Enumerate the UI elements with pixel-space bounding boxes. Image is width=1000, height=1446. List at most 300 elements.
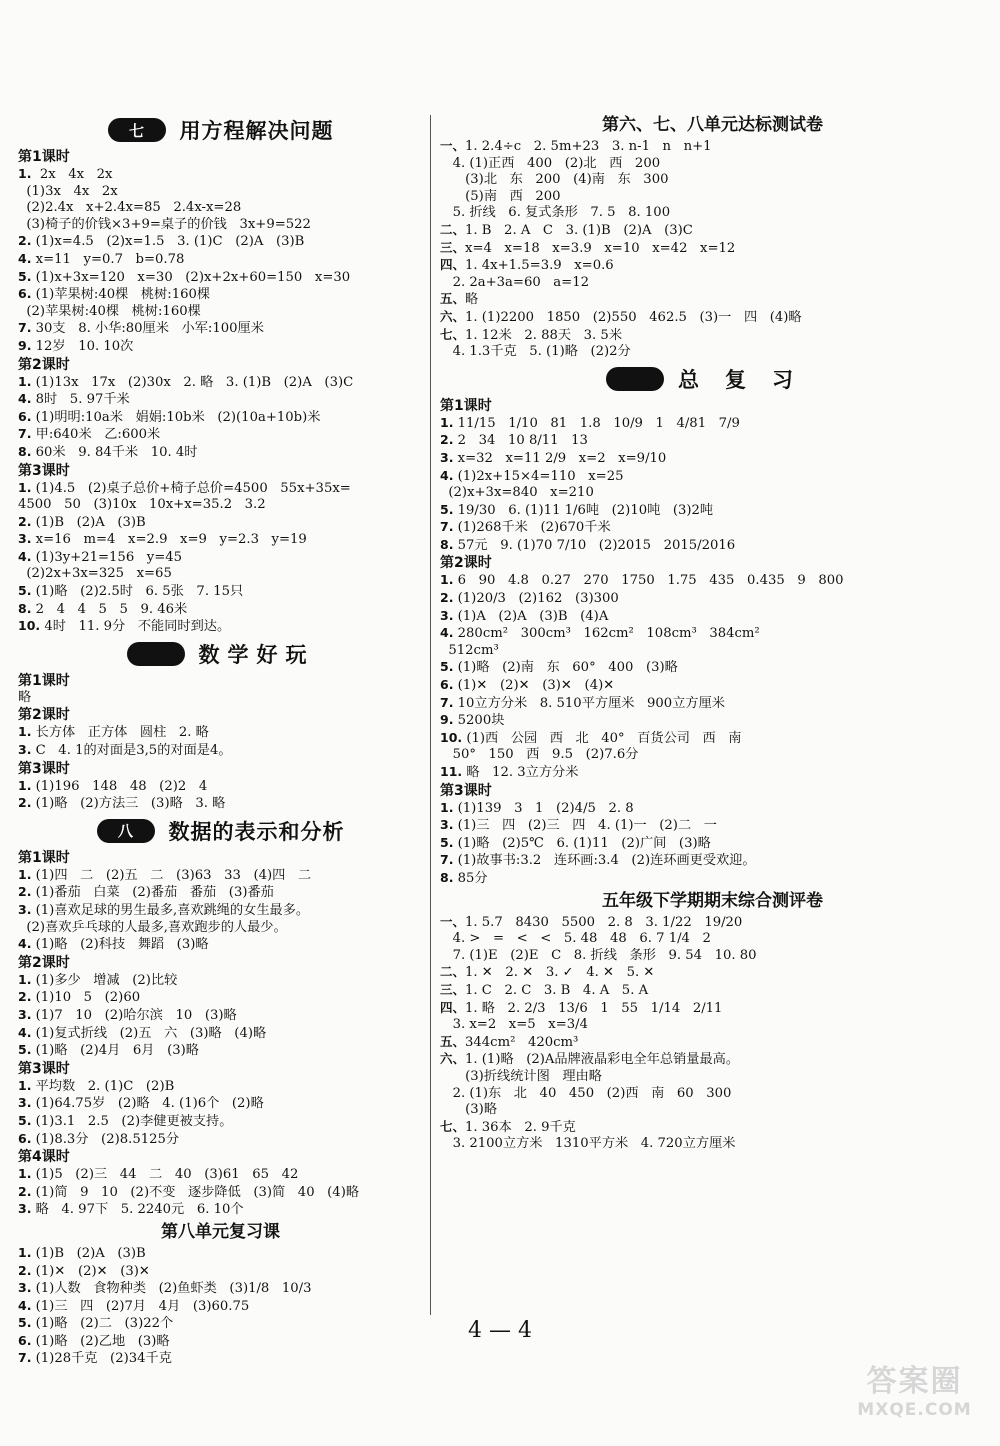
answer-text: (5)南 西 200	[440, 188, 561, 204]
answer-line	[18, 989, 423, 1007]
answer-line	[18, 200, 423, 217]
answer-text: (1)简 9 10 (2)不变 逐步降低 (3)简 40 (4)略	[31, 1184, 360, 1200]
answer-text: (3)北 东 200 (4)南 东 300	[440, 172, 669, 188]
question-number: 6.	[18, 286, 32, 302]
watermark-line2: MXQE.COM	[857, 1400, 972, 1420]
answer-text: 7. (1)E (2)E C 8. 折线 条形 9. 54 10. 80	[440, 947, 757, 963]
answer-text: (1)10 5 (2)60	[31, 990, 141, 1006]
answer-line	[18, 1095, 423, 1113]
question-number: 1.	[18, 724, 32, 740]
answer-text: (1)8.3分 (2)8.5125分	[31, 1131, 180, 1147]
answer-line	[440, 138, 985, 156]
answer-text: (3)略	[440, 1102, 498, 1118]
answer-text: 8时 5. 97千米	[31, 392, 130, 408]
answer-line	[18, 391, 423, 409]
answer-text: 1. B 2. A C 3. (1)B (2)A (3)C	[465, 222, 693, 238]
answer-line	[440, 222, 985, 240]
answer-line	[440, 730, 985, 748]
answer-text: (1)20/3 (2)162 (3)300	[453, 591, 619, 607]
answer-text: 1. (1)2200 1850 (2)550 462.5 (3)一 四 (4)略	[465, 309, 802, 325]
answer-text: 344cm² 420cm³	[465, 1034, 579, 1050]
answer-line	[18, 1201, 423, 1219]
question-number: 1.	[440, 572, 454, 588]
question-number: 5.	[18, 1112, 32, 1128]
answer-text: (1)西 公园 西 北 40° 百货公司 西 南	[462, 730, 742, 746]
answer-line	[440, 914, 985, 932]
question-number: 六、	[440, 308, 466, 324]
answer-text: x=11 y=0.7 b=0.78	[31, 251, 185, 267]
answer-line	[18, 184, 423, 201]
answer-line	[18, 338, 423, 356]
answer-line	[18, 426, 423, 444]
answer-text: 1. 36本 2. 9千克	[465, 1119, 576, 1135]
question-number: 3.	[18, 742, 32, 758]
answer-text: 1. ✕ 2. ✕ 3. ✓ 4. ✕ 5. ✕	[465, 965, 655, 981]
lesson-heading: 第1课时	[18, 149, 70, 165]
answer-text: (1)略 (2)方法三 (3)略 3. 略	[31, 796, 226, 812]
answer-text: (1)人数 食物种类 (2)鱼虾类 (3)1/8 10/3	[31, 1281, 312, 1297]
column-divider	[430, 115, 431, 1315]
answer-line	[440, 1102, 985, 1119]
question-number: 3.	[18, 531, 32, 547]
answer-line	[440, 964, 985, 982]
answer-text: 1. 2.4÷c 2. 5m+23 3. n-1 n n+1	[465, 139, 712, 154]
answer-text: 57元 9. (1)70 7/10 (2)2015 2015/2016	[453, 537, 736, 553]
question-number: 2.	[18, 1262, 32, 1278]
answer-line	[440, 189, 985, 206]
answer-text: 3. 2100立方米 1310平方米 4. 720立方厘米	[440, 1136, 736, 1152]
question-number: 1.	[18, 971, 32, 987]
answer-line	[18, 1078, 423, 1096]
answer-line	[440, 695, 985, 713]
answer-line	[440, 590, 985, 608]
answer-line	[18, 1298, 423, 1316]
answer-line	[440, 172, 985, 189]
question-number: 3.	[18, 1095, 32, 1111]
question-number: 4.	[18, 936, 32, 952]
question-number: 3.	[18, 1280, 32, 1296]
question-number: 3.	[18, 1006, 32, 1022]
question-number: 8.	[440, 536, 454, 552]
answer-line	[18, 514, 423, 532]
answer-text: 280cm² 300cm³ 162cm² 108cm³ 384cm²	[453, 626, 760, 642]
question-number: 2.	[18, 795, 32, 811]
question-number: 10.	[440, 729, 463, 745]
answer-text: 10立方分米 8. 510平方厘米 900立方厘米	[453, 695, 725, 711]
question-number: 二、	[440, 221, 466, 237]
answer-line	[18, 724, 423, 742]
question-number: 7.	[18, 426, 32, 442]
question-number: 四、	[440, 999, 466, 1015]
answer-line	[440, 1051, 985, 1069]
answer-text: (1)苹果树:40棵 桃树:160棵	[31, 287, 211, 303]
question-number: 2.	[440, 590, 454, 606]
answer-line	[440, 468, 985, 486]
answer-line	[18, 902, 423, 920]
answer-text: (1)28千克 (2)34千克	[31, 1351, 172, 1367]
answer-line	[440, 817, 985, 835]
section-title-text: 用方程解决问题	[179, 119, 334, 143]
answer-line	[440, 1034, 985, 1052]
answer-line	[18, 1042, 423, 1060]
right-column	[440, 112, 985, 1153]
answer-line	[440, 502, 985, 520]
answer-text: 1. 4x+1.5=3.9 x=0.6	[465, 258, 614, 274]
watermark-line1: 答案圈	[866, 1364, 963, 1399]
answer-line	[18, 217, 423, 234]
answer-text: x=16 m=4 x=2.9 x=9 y=2.3 y=19	[31, 532, 307, 548]
question-number: 5.	[18, 1042, 32, 1058]
section-title-text: 数学好玩	[198, 642, 315, 667]
question-number: 七、	[440, 1118, 466, 1134]
question-number: 三、	[440, 239, 466, 255]
question-number: 2.	[440, 432, 454, 448]
answer-line	[440, 344, 985, 361]
question-number: 四、	[440, 257, 466, 273]
lesson-heading: 第2课时	[18, 707, 70, 724]
answer-line	[18, 1007, 423, 1025]
section-badge	[606, 367, 664, 391]
question-number: 七、	[440, 326, 466, 342]
answer-text: 4500 50 (3)10x 10x+x=35.2 3.2	[18, 497, 266, 513]
answer-line	[18, 286, 423, 304]
question-number: 9.	[18, 337, 32, 353]
answer-text: (1)64.75岁 (2)略 4. (1)6个 (2)略	[31, 1096, 264, 1112]
answer-line	[18, 251, 423, 269]
answer-text: 85分	[453, 870, 488, 886]
section-title-text: 总复习	[678, 367, 819, 392]
answer-line	[440, 835, 985, 853]
answer-line	[440, 309, 985, 327]
question-number: 7.	[440, 694, 454, 710]
answer-text: (1)x=4.5 (2)x=1.5 3. (1)C (2)A (3)B	[31, 234, 305, 250]
answer-line	[18, 444, 423, 462]
answer-text: (1)139 3 1 (2)4/5 2. 8	[453, 800, 634, 816]
question-number: 10.	[18, 618, 41, 634]
answer-line	[440, 1136, 985, 1153]
answer-text: (1)略 (2)乙地 (3)略	[31, 1333, 170, 1349]
answer-text: (1)268千米 (2)670千米	[453, 520, 611, 536]
answer-line	[440, 1086, 985, 1103]
question-number: 8.	[18, 600, 32, 616]
test-heading: 第六、七、八单元达标测试卷	[602, 115, 823, 135]
section-title	[18, 814, 423, 848]
answer-line	[440, 415, 985, 433]
question-number: 4.	[440, 625, 454, 641]
answer-text: 2 4 4 5 5 9. 46米	[31, 601, 188, 617]
answer-text: (1)略 (2)科技 舞蹈 (3)略	[31, 937, 209, 953]
answer-text: 19/30 6. (1)11 1/6吨 (2)10吨 (3)2吨	[453, 502, 714, 518]
answer-line	[18, 618, 423, 636]
answer-line	[18, 531, 423, 549]
question-number: 5.	[440, 501, 454, 517]
lesson-heading: 第1课时	[18, 672, 70, 689]
question-number: 6.	[18, 1130, 32, 1146]
answer-text: 2 34 10 8/11 13	[453, 433, 588, 449]
answer-text: 平均数 2. (1)C (2)B	[31, 1078, 175, 1094]
answer-text: x=32 x=11 2/9 x=2 x=9/10	[453, 450, 667, 466]
question-number: 8.	[18, 443, 32, 459]
question-number: 7.	[18, 1350, 32, 1366]
answer-text: (2)苹果树:40棵 桃树:160棵	[18, 303, 201, 319]
answer-text: (3)折线统计图 理由略	[440, 1068, 602, 1084]
answer-text: 6 90 4.8 0.27 270 1750 1.75 435 0.435 9 800	[453, 573, 844, 589]
answer-text: 12岁 10. 10次	[31, 338, 134, 354]
question-number: 1.	[18, 866, 32, 882]
answer-text: (2)2x+3x=325 x=65	[18, 566, 172, 582]
answer-line	[18, 1263, 423, 1281]
answer-line	[440, 572, 985, 590]
answer-line	[440, 257, 985, 275]
question-number: 11.	[440, 764, 463, 779]
answer-text: 4. 1.3千克 5. (1)略 (2)2分	[440, 344, 631, 360]
answer-text: 甲:640米 乙:600米	[31, 427, 161, 443]
answer-line	[18, 1025, 423, 1043]
answer-text: (1)4.5 (2)桌子总价+椅子总价=4500 55x+35x=	[31, 480, 351, 496]
lesson-heading: 第2课时	[18, 954, 70, 971]
question-number: 1.	[18, 166, 32, 181]
question-number: 1.	[440, 414, 454, 430]
answer-line	[440, 1000, 985, 1018]
answer-text: 长方体 正方体 圆柱 2. 略	[31, 725, 209, 741]
answer-line	[440, 677, 985, 695]
question-number: 2.	[18, 513, 32, 529]
question-number: 7.	[440, 519, 454, 535]
answer-line	[440, 291, 985, 309]
answer-line	[18, 549, 423, 567]
answer-text: 略 12. 3立方分米	[462, 765, 579, 780]
lesson-heading: 第2课时	[440, 555, 492, 572]
question-number: 5.	[440, 659, 454, 675]
answer-text: (1)✕ (2)✕ (3)✕ (4)✕	[453, 678, 615, 694]
lesson-heading: 第1课时	[440, 397, 492, 414]
answer-text: (1)喜欢足球的男生最多,喜欢跳绳的女生最多。	[31, 903, 310, 918]
answer-line	[440, 643, 985, 660]
answer-line	[18, 884, 423, 902]
answer-line	[440, 870, 985, 888]
answer-line	[18, 1280, 423, 1298]
answer-line	[18, 304, 423, 321]
answer-text: 60米 9. 84千米 10. 4时	[31, 444, 198, 460]
answer-text: (1)13x 17x (2)30x 2. 略 3. (1)B (2)A (3)C	[31, 374, 354, 390]
answer-line	[440, 275, 985, 292]
question-number: 6.	[18, 408, 32, 424]
question-number: 3.	[440, 449, 454, 465]
question-number: 4.	[440, 467, 454, 483]
answer-text: 4. (1)正西 400 (2)北 西 200	[440, 155, 661, 171]
answer-text: (1)三 四 (2)三 四 4. (1)一 (2)二 一	[453, 818, 717, 834]
answer-text: (1)2x+15×4=110 x=25	[453, 468, 624, 484]
answer-text: (1)196 148 48 (2)2 4	[31, 778, 208, 794]
section-badge: 八	[97, 819, 155, 843]
answer-line	[440, 537, 985, 555]
question-number: 三、	[440, 981, 466, 997]
answer-text: 512cm³	[440, 642, 499, 658]
answer-line	[18, 233, 423, 251]
section-badge: 七	[108, 118, 166, 142]
answer-text: (1)3.1 2.5 (2)李健更被支持。	[31, 1113, 233, 1129]
answer-text: (1)B (2)A (3)B	[31, 514, 146, 530]
answer-text: 1. 5.7 8430 5500 2. 8 3. 1/22 19/20	[465, 914, 743, 930]
answer-text: 略	[18, 689, 32, 705]
answer-text: 1. 略 2. 2/3 13/6 1 55 1/14 2/11	[465, 1000, 723, 1016]
answer-line	[440, 982, 985, 1000]
answer-text: 4. > = < < 5. 48 48 6. 7 1/4 2	[440, 931, 711, 947]
section-title	[440, 362, 985, 396]
question-number: 六、	[440, 1051, 466, 1067]
section-badge	[127, 642, 185, 666]
answer-text: 1. C 2. C 3. B 4. A 5. A	[465, 982, 649, 998]
lesson-heading: 第1课时	[18, 849, 70, 866]
answer-text: 略	[465, 292, 479, 308]
answer-line	[440, 485, 985, 502]
question-number: 5.	[18, 1315, 32, 1331]
answer-text: 5200块	[453, 713, 505, 729]
answer-text: 1. (1)略 (2)A品牌液晶彩电全年总销量最高。	[465, 1052, 740, 1068]
answer-line	[18, 742, 423, 760]
answer-line	[440, 625, 985, 643]
answer-line	[440, 432, 985, 450]
question-number: 4.	[18, 1297, 32, 1313]
answer-line	[18, 795, 423, 813]
answer-text: 4时 11. 9分 不能同时到达。	[40, 619, 231, 635]
answer-line	[18, 690, 423, 707]
answer-line	[18, 1113, 423, 1131]
left-column	[18, 112, 423, 1368]
answer-line	[18, 867, 423, 885]
answer-text: (1)三 四 (2)7月 4月 (3)60.75	[31, 1298, 250, 1314]
answer-text: 1. 12米 2. 88天 3. 5米	[465, 327, 623, 343]
answer-text: (1)3y+21=156 y=45	[31, 549, 183, 565]
answer-line	[18, 566, 423, 583]
question-number: 6.	[18, 1332, 32, 1348]
answer-line	[440, 747, 985, 764]
answer-text: 50° 150 西 9.5 (2)7.6分	[440, 747, 639, 763]
answer-text: (1)✕ (2)✕ (3)✕	[31, 1263, 150, 1279]
answer-text: (1)7 10 (2)哈尔滨 10 (3)略	[31, 1007, 237, 1023]
question-number: 2.	[18, 1183, 32, 1199]
question-number: 1.	[440, 799, 454, 815]
answer-text: 5. 折线 6. 复式条形 7. 5 8. 100	[440, 205, 671, 221]
answer-line	[18, 920, 423, 937]
section-title-text: 数据的表示和分析	[168, 819, 345, 844]
answer-text: (2)喜欢乒乓球的人最多,喜欢跑步的人最少。	[18, 919, 287, 935]
test-heading: 第八单元复习课	[161, 1221, 280, 1242]
section-title	[18, 113, 423, 147]
lesson-heading: 第3课时	[18, 462, 70, 479]
section-title	[18, 637, 423, 671]
question-number: 二、	[440, 964, 466, 980]
answer-line	[440, 659, 985, 677]
answer-text: (1)明明:10a米 娟娟:10b米 (2)(10a+10b)米	[31, 409, 321, 425]
answer-line	[440, 608, 985, 626]
answer-line	[18, 374, 423, 392]
question-number: 1.	[18, 1166, 32, 1182]
question-number: 8.	[440, 869, 454, 885]
question-number: 4.	[18, 250, 32, 266]
answer-text: (1)略 (2)2.5时 6. 5张 7. 15只	[31, 584, 244, 600]
answer-text: 2x 4x 2x	[31, 167, 113, 182]
answer-line	[440, 948, 985, 965]
answer-line	[18, 1166, 423, 1184]
answer-line	[18, 936, 423, 954]
answer-text: (1)略 (2)二 (3)22个	[31, 1316, 174, 1332]
answer-line	[18, 497, 423, 514]
answer-text: (1)略 (2)4月 6月 (3)略	[31, 1043, 199, 1059]
question-number: 4.	[18, 548, 32, 564]
answer-text: 2. 2a+3a=60 a=12	[440, 274, 590, 290]
answer-line	[440, 800, 985, 818]
lesson-heading: 第2课时	[18, 356, 70, 373]
answer-text: (1)B (2)A (3)B	[31, 1245, 146, 1261]
answer-text: (3)椅子的价钱×3+9=桌子的价钱 3x+9=522	[18, 216, 311, 232]
question-number: 4.	[18, 391, 32, 407]
answer-text: x=4 x=18 x=3.9 x=10 x=42 x=12	[465, 240, 736, 256]
answer-line	[440, 852, 985, 870]
question-number: 2.	[18, 233, 32, 249]
answer-line	[440, 156, 985, 173]
question-number: 4.	[18, 1024, 32, 1040]
answer-text: (1)四 二 (2)五 二 (3)63 33 (4)四 二	[31, 867, 312, 883]
answer-text: (1)多少 增减 (2)比较	[31, 972, 178, 988]
answer-line	[18, 320, 423, 338]
answer-line	[18, 1131, 423, 1149]
lesson-heading: 第3课时	[440, 782, 492, 799]
answer-text: (1)故事书:3.2 连环画:3.4 (2)连环画更受欢迎。	[453, 853, 756, 869]
question-number: 一、	[440, 138, 466, 153]
answer-text: (1)番茄 白菜 (2)番茄 番茄 (3)番茄	[31, 885, 274, 901]
answer-line	[440, 450, 985, 468]
question-number: 6.	[440, 677, 454, 693]
answer-line	[18, 1245, 423, 1263]
question-number: 3.	[18, 1201, 32, 1217]
test-heading: 五年级下学期期末综合测评卷	[602, 890, 823, 911]
answer-line	[18, 778, 423, 796]
question-number: 五、	[440, 291, 466, 307]
answer-text: (1)略 (2)5℃ 6. (1)11 (2)广间 (3)略	[453, 835, 711, 851]
answer-text: (2)2.4x x+2.4x=85 2.4x-x=28	[18, 200, 242, 216]
lesson-heading: 第3课时	[18, 1060, 70, 1077]
answer-text: (1)复式折线 (2)五 六 (3)略 (4)略	[31, 1025, 267, 1041]
answer-text: (1)A (2)A (3)B (4)A	[453, 608, 609, 624]
answer-line	[440, 327, 985, 345]
answer-text: 2. (1)东 北 40 450 (2)西 南 60 300	[440, 1085, 732, 1101]
answer-line	[440, 519, 985, 537]
answer-text: (1)x+3x=120 x=30 (2)x+2x+60=150 x=30	[31, 269, 351, 285]
question-number: 3.	[440, 607, 454, 623]
question-number: 7.	[440, 852, 454, 868]
question-number: 5.	[18, 268, 32, 284]
question-number: 一、	[440, 913, 466, 929]
answer-text: C 4. 1的对面是3,5的对面是4。	[31, 743, 232, 759]
answer-line	[18, 601, 423, 619]
answer-line	[440, 712, 985, 730]
watermark-logo	[847, 1364, 982, 1426]
answer-line	[440, 1017, 985, 1034]
answer-line	[440, 764, 985, 782]
question-number: 5.	[440, 834, 454, 850]
answer-line	[18, 583, 423, 601]
question-number: 7.	[18, 320, 32, 336]
answer-line	[18, 1184, 423, 1202]
answer-line	[440, 240, 985, 258]
lesson-heading: 第3课时	[18, 760, 70, 777]
answer-line	[18, 1350, 423, 1368]
question-number: 五、	[440, 1033, 466, 1049]
answer-line	[18, 166, 423, 184]
answer-text: (1)略 (2)南 东 60° 400 (3)略	[453, 660, 678, 676]
answer-text: (1)3x 4x 2x	[18, 183, 118, 199]
